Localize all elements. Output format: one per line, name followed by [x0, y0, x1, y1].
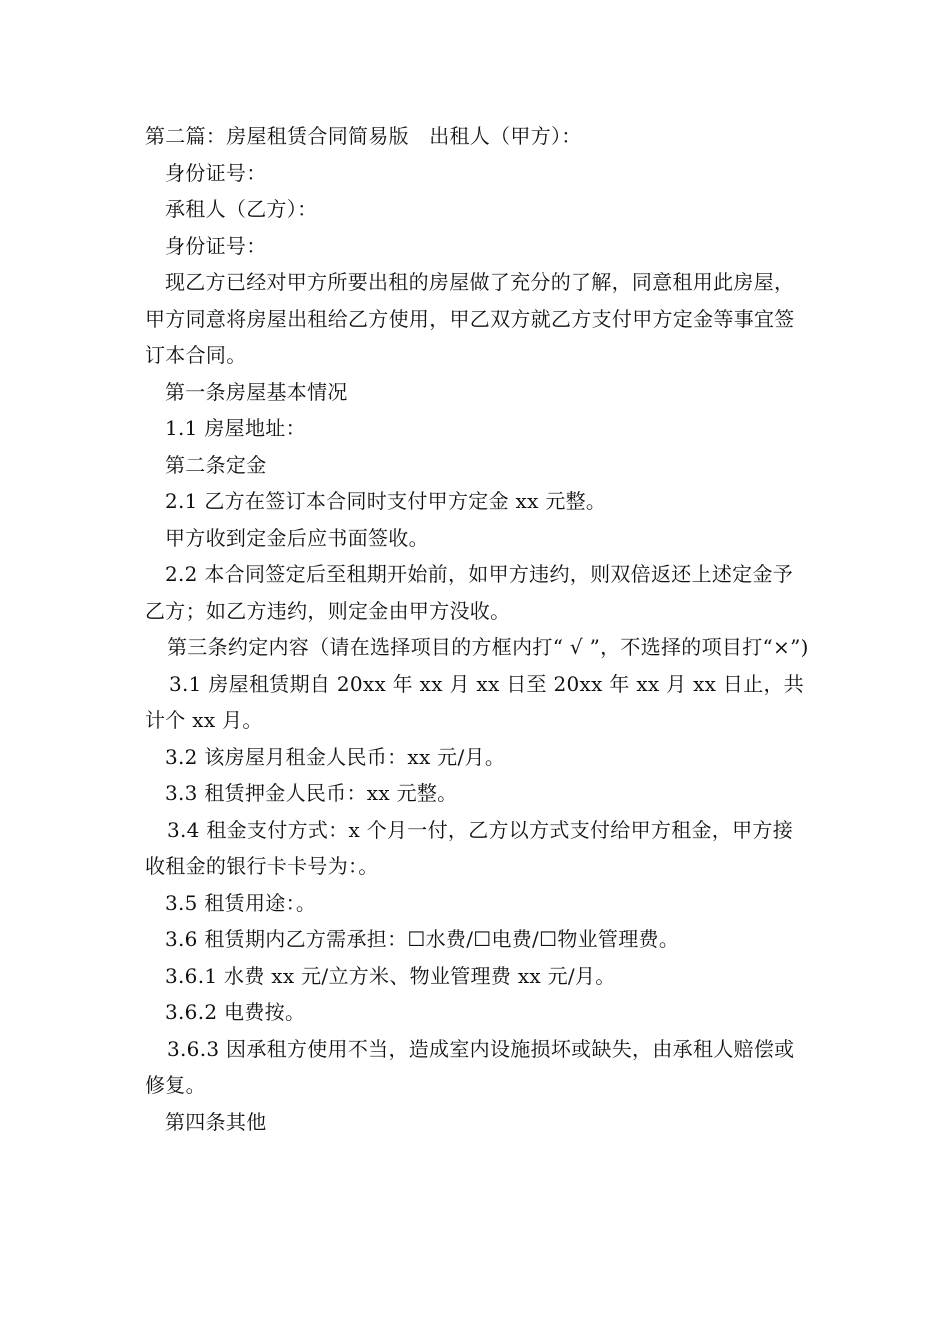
document-title-line: 第二篇：房屋租赁合同简易版 出租人（甲方）： — [145, 124, 582, 148]
article-3-heading: 第三条约定内容（请在选择项目的方框内打“ √ ”，不选择的项目打“×”) — [167, 635, 809, 659]
clause-3-6-1: 3.6.1 水费 xx 元/立方米、物业管理费 xx 元/月。 — [165, 963, 616, 988]
lessee-line: 承租人（乙方）： — [165, 197, 318, 221]
clause-3-6: 3.6 租赁期内乙方需承担：☐水费/☐电费/☐物业管理费。 — [165, 927, 680, 951]
article-2-heading: 第二条定金 — [165, 452, 267, 477]
article-1-heading: 第一条房屋基本情况 — [165, 379, 348, 404]
clause-3-1: 3.1 房屋租赁期自 20xx 年 xx 月 xx 日至 20xx 年 xx 月 xx 日止，共计个 xx 月。 — [145, 671, 805, 732]
clause-3-2: 3.2 该房屋月租金人民币：xx 元/月。 — [165, 744, 506, 769]
clause-3-6-2: 3.6.2 电费按。 — [165, 1000, 306, 1024]
clause-3-3: 3.3 租赁押金人民币：xx 元整。 — [165, 781, 458, 805]
clause-1-1: 1.1 房屋地址： — [165, 416, 306, 440]
clause-2-2: 2.2 本合同签定后至租期开始前，如甲方违约，则双倍返还上述定金予乙方；如乙方违约，则定金由甲方没收。 — [145, 562, 794, 623]
intro-paragraph: 现乙方已经对甲方所要出租的房屋做了充分的了解，同意租用此房屋，甲方同意将房屋出租给乙方使用，甲乙双方就乙方支付甲方定金等事宜签订本合同。 — [145, 270, 795, 367]
lessee-id-number-line: 身份证号： — [165, 233, 267, 258]
article-4-heading: 第四条其他 — [165, 1109, 267, 1134]
clause-2-1: 2.1 乙方在签订本合同时支付甲方定金 xx 元整。 — [165, 489, 607, 513]
clause-2-1-receipt: 甲方收到定金后应书面签收。 — [165, 525, 429, 550]
clause-3-5: 3.5 租赁用途：。 — [165, 890, 317, 915]
document-body — [145, 118, 810, 1140]
clause-3-4: 3.4 租金支付方式：x 个月一付，乙方以方式支付给甲方租金，甲方接收租金的银行卡卡号为：。 — [145, 817, 793, 878]
lessor-id-number-line: 身份证号： — [165, 160, 267, 185]
clause-3-6-3: 3.6.3 因承租方使用不当，造成室内设施损坏或缺失，由承租人赔偿或修复。 — [145, 1036, 795, 1097]
